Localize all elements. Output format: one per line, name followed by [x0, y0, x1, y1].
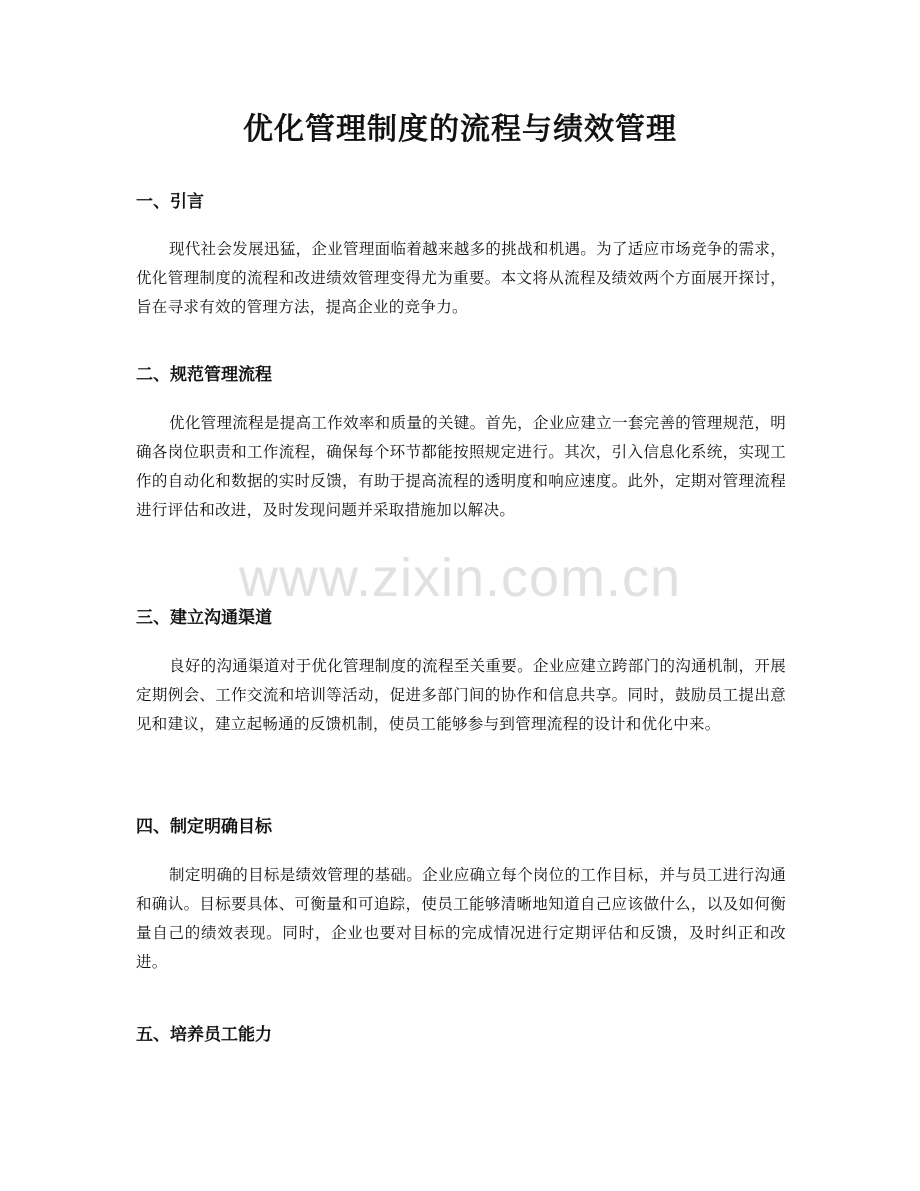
section-paragraph-process: 优化管理流程是提高工作效率和质量的关键。首先，企业应建立一套完善的管理规范，明确各岗位职责和工作流程，确保每个环节都能按照规定进行。其次，引入信息化系统，实现工作的自动化和数据的实时反馈，有助于提高流程的透明度和响应速度。此外，定期对管理流程进行评估和改进，及时发现问题并采取措施加以解决。 — [136, 414, 786, 519]
section-paragraph-goals: 制定明确的目标是绩效管理的基础。企业应确立每个岗位的工作目标，并与员工进行沟通和确认。目标要具体、可衡量和可追踪，使员工能够清晰地知道自己应该做什么，以及如何衡量自己的绩效表现。同时，企业也要对目标的完成情况进行定期评估和反馈，及时纠正和改进。 — [136, 866, 786, 971]
section-heading-intro: 一、引言 — [136, 192, 204, 212]
section-heading-goals: 四、制定明确目标 — [136, 817, 272, 837]
section-heading-process: 二、规范管理流程 — [136, 365, 272, 385]
watermark: www.zixin.com.cn — [238, 548, 682, 608]
document-title: 优化管理制度的流程与绩效管理 — [243, 112, 677, 147]
section-heading-communication: 三、建立沟通渠道 — [136, 608, 272, 628]
section-paragraph-intro: 现代社会发展迅猛，企业管理面临着越来越多的挑战和机遇。为了适应市场竞争的需求，优化管理制度的流程和改进绩效管理变得尤为重要。本文将从流程及绩效两个方面展开探讨，旨在寻求有效的管理方法，提高企业的竞争力。 — [136, 240, 786, 316]
section-paragraph-communication: 良好的沟通渠道对于优化管理制度的流程至关重要。企业应建立跨部门的沟通机制，开展定期例会、工作交流和培训等活动，促进多部门间的协作和信息共享。同时，鼓励员工提出意见和建议，建立起畅通的反馈机制，使员工能够参与到管理流程的设计和优化中来。 — [136, 657, 786, 733]
section-heading-training: 五、培养员工能力 — [136, 1025, 272, 1045]
